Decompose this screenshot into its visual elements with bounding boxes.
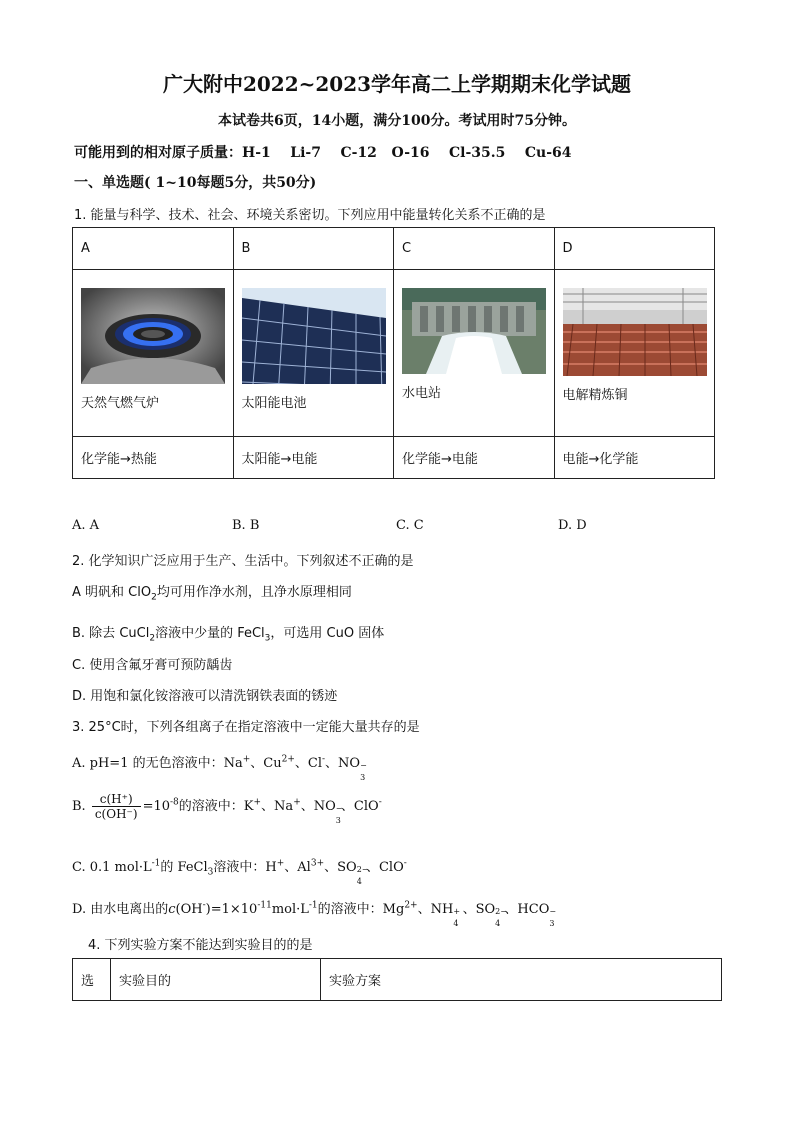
q1-caption-d: 电解精炼铜 <box>562 388 628 403</box>
q1-option-b: B. B <box>232 518 260 533</box>
q3-option-b: B. $\frac{c(H^+)}{c(OH^-)}$ $=10^{-8}$的溶液中：K+、Na+、NO − 3 、ClO- <box>72 792 382 825</box>
q1-cell-d <box>554 270 715 437</box>
q1-col-c-letter: C <box>394 228 555 270</box>
q1-caption-c: 水电站 <box>402 386 442 401</box>
copper-refinery-image <box>563 288 707 376</box>
q2-option-d: D. 用饱和氯化铵溶液可以清洗钢铁表面的锈迹 <box>72 689 338 704</box>
q2-option-a: A 明矾和 ClO$_2$均可用作净水剂，且净水原理相同 <box>72 585 352 603</box>
q2-option-c: C. 使用含氟牙膏可预防龋齿 <box>72 658 233 673</box>
q1-col-d-letter: D <box>554 228 715 270</box>
hydro-dam-image <box>402 288 546 374</box>
q1-col-a-letter: A <box>73 228 234 270</box>
q3-option-d: D. 由水电离出的$c(OH^-)=1\times 10^{-11}mol\cdot L^{-1}$的溶液中：$Mg^{2+}$、NH + 4 、SO 2− 4 、HCO − 3 <box>72 900 557 928</box>
q1-col-b-letter: B <box>233 228 394 270</box>
q2-option-b: B. 除去 CuCl$_2$溶液中少量的 FeCl$_3$，可选用 CuO 固体 <box>72 626 385 644</box>
q4-table <box>72 958 722 1001</box>
q4-header-purpose: 实验目的 <box>111 959 321 1001</box>
q1-cell-c <box>394 270 555 437</box>
q1-option-a: A. A <box>72 518 100 533</box>
q4-header-scheme: 实验方案 <box>321 959 722 1001</box>
q1-energy-b: 太阳能→电能 <box>233 437 394 479</box>
section-heading: 一、单选题( 1~10每题5分，共50分) <box>74 175 317 191</box>
q4-stem: 4. 下列实验方案不能达到实验目的的是 <box>88 938 313 953</box>
q3-option-c: C. 0.1 $mol\cdot L^{-1}$的 FeCl$_3$溶液中：H+、$Al^{3+}$、SO 2− 4 、ClO- <box>72 858 407 886</box>
q1-caption-b: 太阳能电池 <box>241 396 307 411</box>
gas-stove-image <box>81 288 225 384</box>
q1-option-c: C. C <box>396 518 424 533</box>
q1-stem: 1. 能量与科学、技术、社会、环境关系密切。下列应用中能量转化关系不正确的是 <box>74 208 546 223</box>
q1-energy-a: 化学能→热能 <box>73 437 234 479</box>
q4-header-option: 选 <box>73 959 111 1001</box>
q1-energy-d: 电能→化学能 <box>554 437 715 479</box>
q1-cell-b <box>233 270 394 437</box>
q3-b-fraction: $\frac{c(H^+)}{c(OH^-)}$ <box>92 792 141 821</box>
solar-panel-image <box>242 288 386 384</box>
q1-table <box>72 227 715 479</box>
exam-title: 广大附中2022~2023学年高二上学期期末化学试题 <box>162 72 632 96</box>
q1-option-d: D. D <box>558 518 587 533</box>
exam-subtitle: 本试卷共6页，14小题，满分100分。考试用时75分钟。 <box>218 113 576 129</box>
q1-caption-a: 天然气燃气炉 <box>81 396 160 411</box>
q1-energy-c: 化学能→电能 <box>394 437 555 479</box>
q2-stem: 2. 化学知识广泛应用于生产、生活中。下列叙述不正确的是 <box>72 554 414 569</box>
q3-option-a: A. pH=1 的无色溶液中：Na+、$Cu^{2+}$、Cl-、NO − 3 <box>72 754 367 782</box>
q3-stem: 3. 25°C时，下列各组离子在指定溶液中一定能大量共存的是 <box>72 720 420 735</box>
q1-cell-a <box>73 270 234 437</box>
atomic-mass-line: 可能用到的相对原子质量：H-1 Li-7 C-12 O-16 Cl-35.5 Cu-64 <box>74 145 572 161</box>
